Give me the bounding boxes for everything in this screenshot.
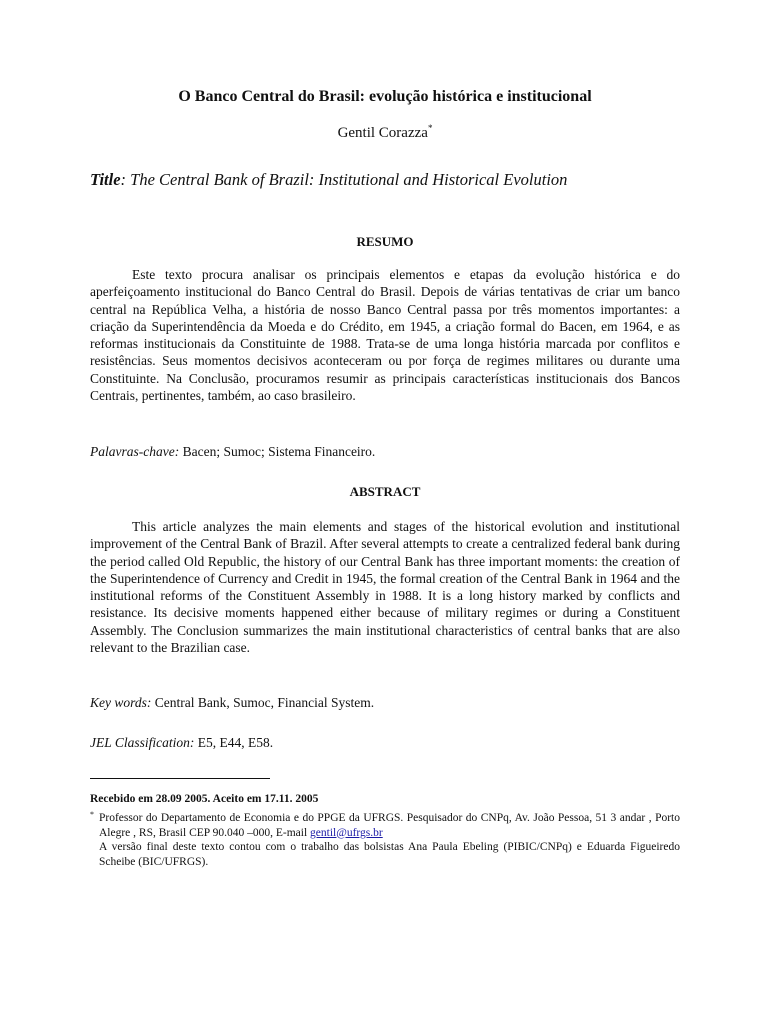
abstract-body: This article analyzes the main elements and stages of the historical evolution and institutional improvement of the Central Bank of Brazil. After several attempts to create a centralized federal bank during the period called Old Republic, the history of our Central Bank has three important moments: the creation of the Superintendence of Currency and Credit in 1945, the formal creation of the Central Bank in 1964 and the institutional reforms of the Constituent Assembly in 1988. It is a long history marked by conflicts and resistance. Its decisive moments happened either because of military regimes or during a Constituent Assembly. The Conclusion summarizes the main institutional characteristics of central banks that are also relevant to the Brazilian case. [90, 519, 680, 656]
footnote-divider [90, 778, 270, 779]
english-title-label: Title [90, 170, 121, 189]
paper-page [90, 0, 680, 1024]
palavras-chave-label: Palavras-chave: [90, 444, 180, 459]
jel-label: JEL Classification: [90, 735, 195, 750]
english-title [90, 170, 690, 190]
jel-values: E5, E44, E58. [194, 735, 274, 750]
jel-classification [90, 735, 680, 751]
email-link[interactable]: gentil@ufrgs.br [310, 826, 383, 839]
resumo-heading: RESUMO [356, 234, 414, 249]
acknowledgement: A versão final deste texto contou com o trabalho das bolsistas Ana Paula Ebeling (PIBIC/CNPq) e Eduarda Figueiredo Scheibe (BIC/UFRGS). [99, 841, 680, 868]
author-footnote-mark: * [427, 123, 433, 133]
palavras-chave [90, 444, 680, 460]
footnote-mark: * [90, 810, 94, 819]
paper-title: O Banco Central do Brasil: evolução histórica e institucional [178, 88, 592, 105]
english-title-text: : The Central Bank of Brazil: Institutional and Historical Evolution [120, 170, 568, 189]
affiliation: Professor do Departamento de Economia e do PPGE da UFRGS. Pesquisador do CNPq, Av. João Pessoa, 51 3 andar , Porto Alegre , RS, Brasil CEP 90.040 –000, E-mail [99, 812, 680, 839]
key-words [90, 695, 680, 711]
author-line [90, 125, 680, 142]
received-date: Recebido em 28.09 2005. Aceito em 17.11. 2005 [90, 793, 319, 805]
palavras-chave-values: Bacen; Sumoc; Sistema Financeiro. [179, 444, 376, 459]
resumo-body: Este texto procura analisar os principais elementos e etapas da evolução histórica e do aperfeiçoamento institucional do Banco Central do Brasil. Depois de várias tentativas de criar um banco central na República Velha, a história de nosso Banco Central passa por três momentos importantes: a criação da Superintendência da Moeda e do Crédito, em 1945, a criação formal do Bacen, em 1964, e as reformas institucionais da Constituinte de 1988. Trata-se de uma longa história marcada por conflitos e resistências. Seus momentos decisivos aconteceram ou por força de regimes militares ou durante uma Constituinte. Na Conclusão, procuramos resumir as principais características institucionais dos Bancos Centrais, pertinentes, também, ao caso brasileiro. [90, 267, 680, 404]
abstract-heading: ABSTRACT [349, 484, 421, 499]
author-footnote [90, 811, 680, 869]
key-words-label: Key words: [90, 695, 152, 710]
author-name: Gentil Corazza [337, 125, 428, 141]
key-words-values: Central Bank, Sumoc, Financial System. [151, 695, 375, 710]
affiliation-text [99, 811, 680, 840]
